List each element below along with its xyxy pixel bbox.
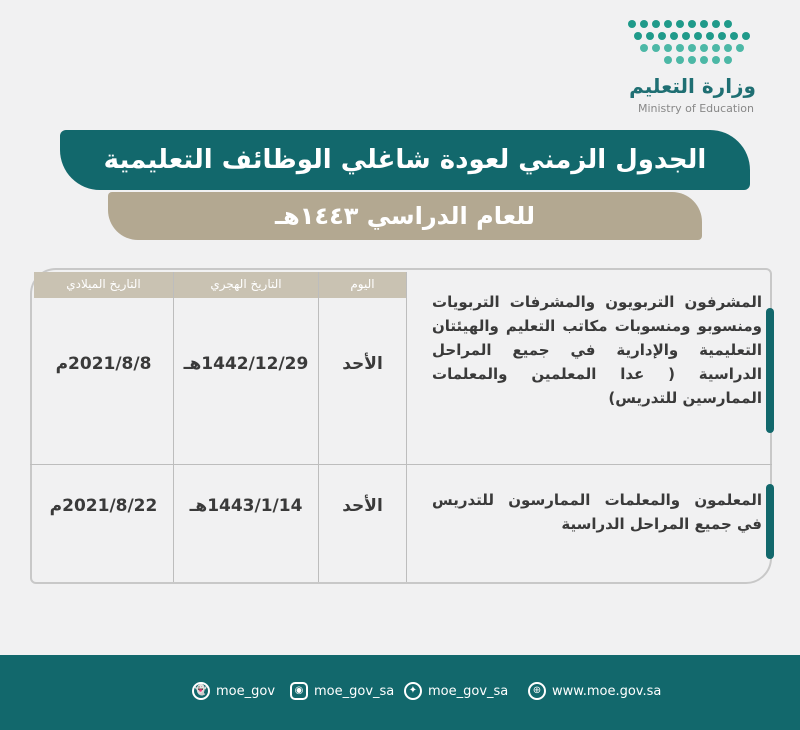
footer-bar xyxy=(0,655,800,730)
snapchat-icon: 👻 xyxy=(192,682,210,700)
footer-instagram[interactable] xyxy=(290,682,394,700)
row-2-gregorian: 2021/8/22م xyxy=(49,496,158,516)
snapchat-handle: moe_gov xyxy=(216,683,276,699)
page-subtitle: للعام الدراسي ١٤٤٣هـ xyxy=(108,192,702,240)
ministry-name-ar: وزارة التعليم xyxy=(629,74,756,98)
row-1-hijri: 1442/12/29هـ xyxy=(183,354,309,374)
row-1-gregorian: 2021/8/8م xyxy=(55,354,152,374)
header-hijri: التاريخ الهجري xyxy=(210,277,282,291)
row-accent xyxy=(766,484,774,559)
row-accent xyxy=(766,308,774,433)
twitter-handle: moe_gov_sa xyxy=(428,683,509,699)
header-day: اليوم xyxy=(350,277,375,291)
instagram-icon: ◉ xyxy=(290,682,308,700)
row-1-description: المشرفون التربويون والمشرفات التربويات ومنسوبو ومنسوبات مكاتب التعليم والهيئتان التعليمية والإدارية في جميع المراحل الدراسية ( عدا المعلمين والمعلمات الممارسين للتدريس) xyxy=(432,293,762,407)
footer-twitter[interactable] xyxy=(404,682,508,700)
ministry-logo xyxy=(602,14,762,114)
row-2-day: الأحد xyxy=(342,496,383,516)
header-gregorian: التاريخ الميلادي xyxy=(66,277,141,291)
ministry-name-en: Ministry of Education xyxy=(637,102,754,115)
globe-icon: ⊕ xyxy=(528,682,546,700)
row-1-day: الأحد xyxy=(342,354,383,374)
row-divider xyxy=(30,464,772,465)
footer-snapchat[interactable] xyxy=(192,682,275,700)
page-title: الجدول الزمني لعودة شاغلي الوظائف التعليمية xyxy=(60,130,750,190)
row-2-hijri: 1443/1/14هـ xyxy=(189,496,303,516)
column-divider xyxy=(173,272,174,582)
instagram-handle: moe_gov_sa xyxy=(314,683,395,699)
column-divider xyxy=(318,272,319,582)
twitter-icon: ✦ xyxy=(404,682,422,700)
website-url: www.moe.gov.sa xyxy=(552,683,662,699)
footer-website[interactable] xyxy=(528,682,661,700)
column-divider xyxy=(406,272,407,582)
logo-dots-icon xyxy=(612,14,762,74)
row-2-description: المعلمون والمعلمات الممارسون للتدريس في جميع المراحل الدراسية xyxy=(432,491,762,533)
